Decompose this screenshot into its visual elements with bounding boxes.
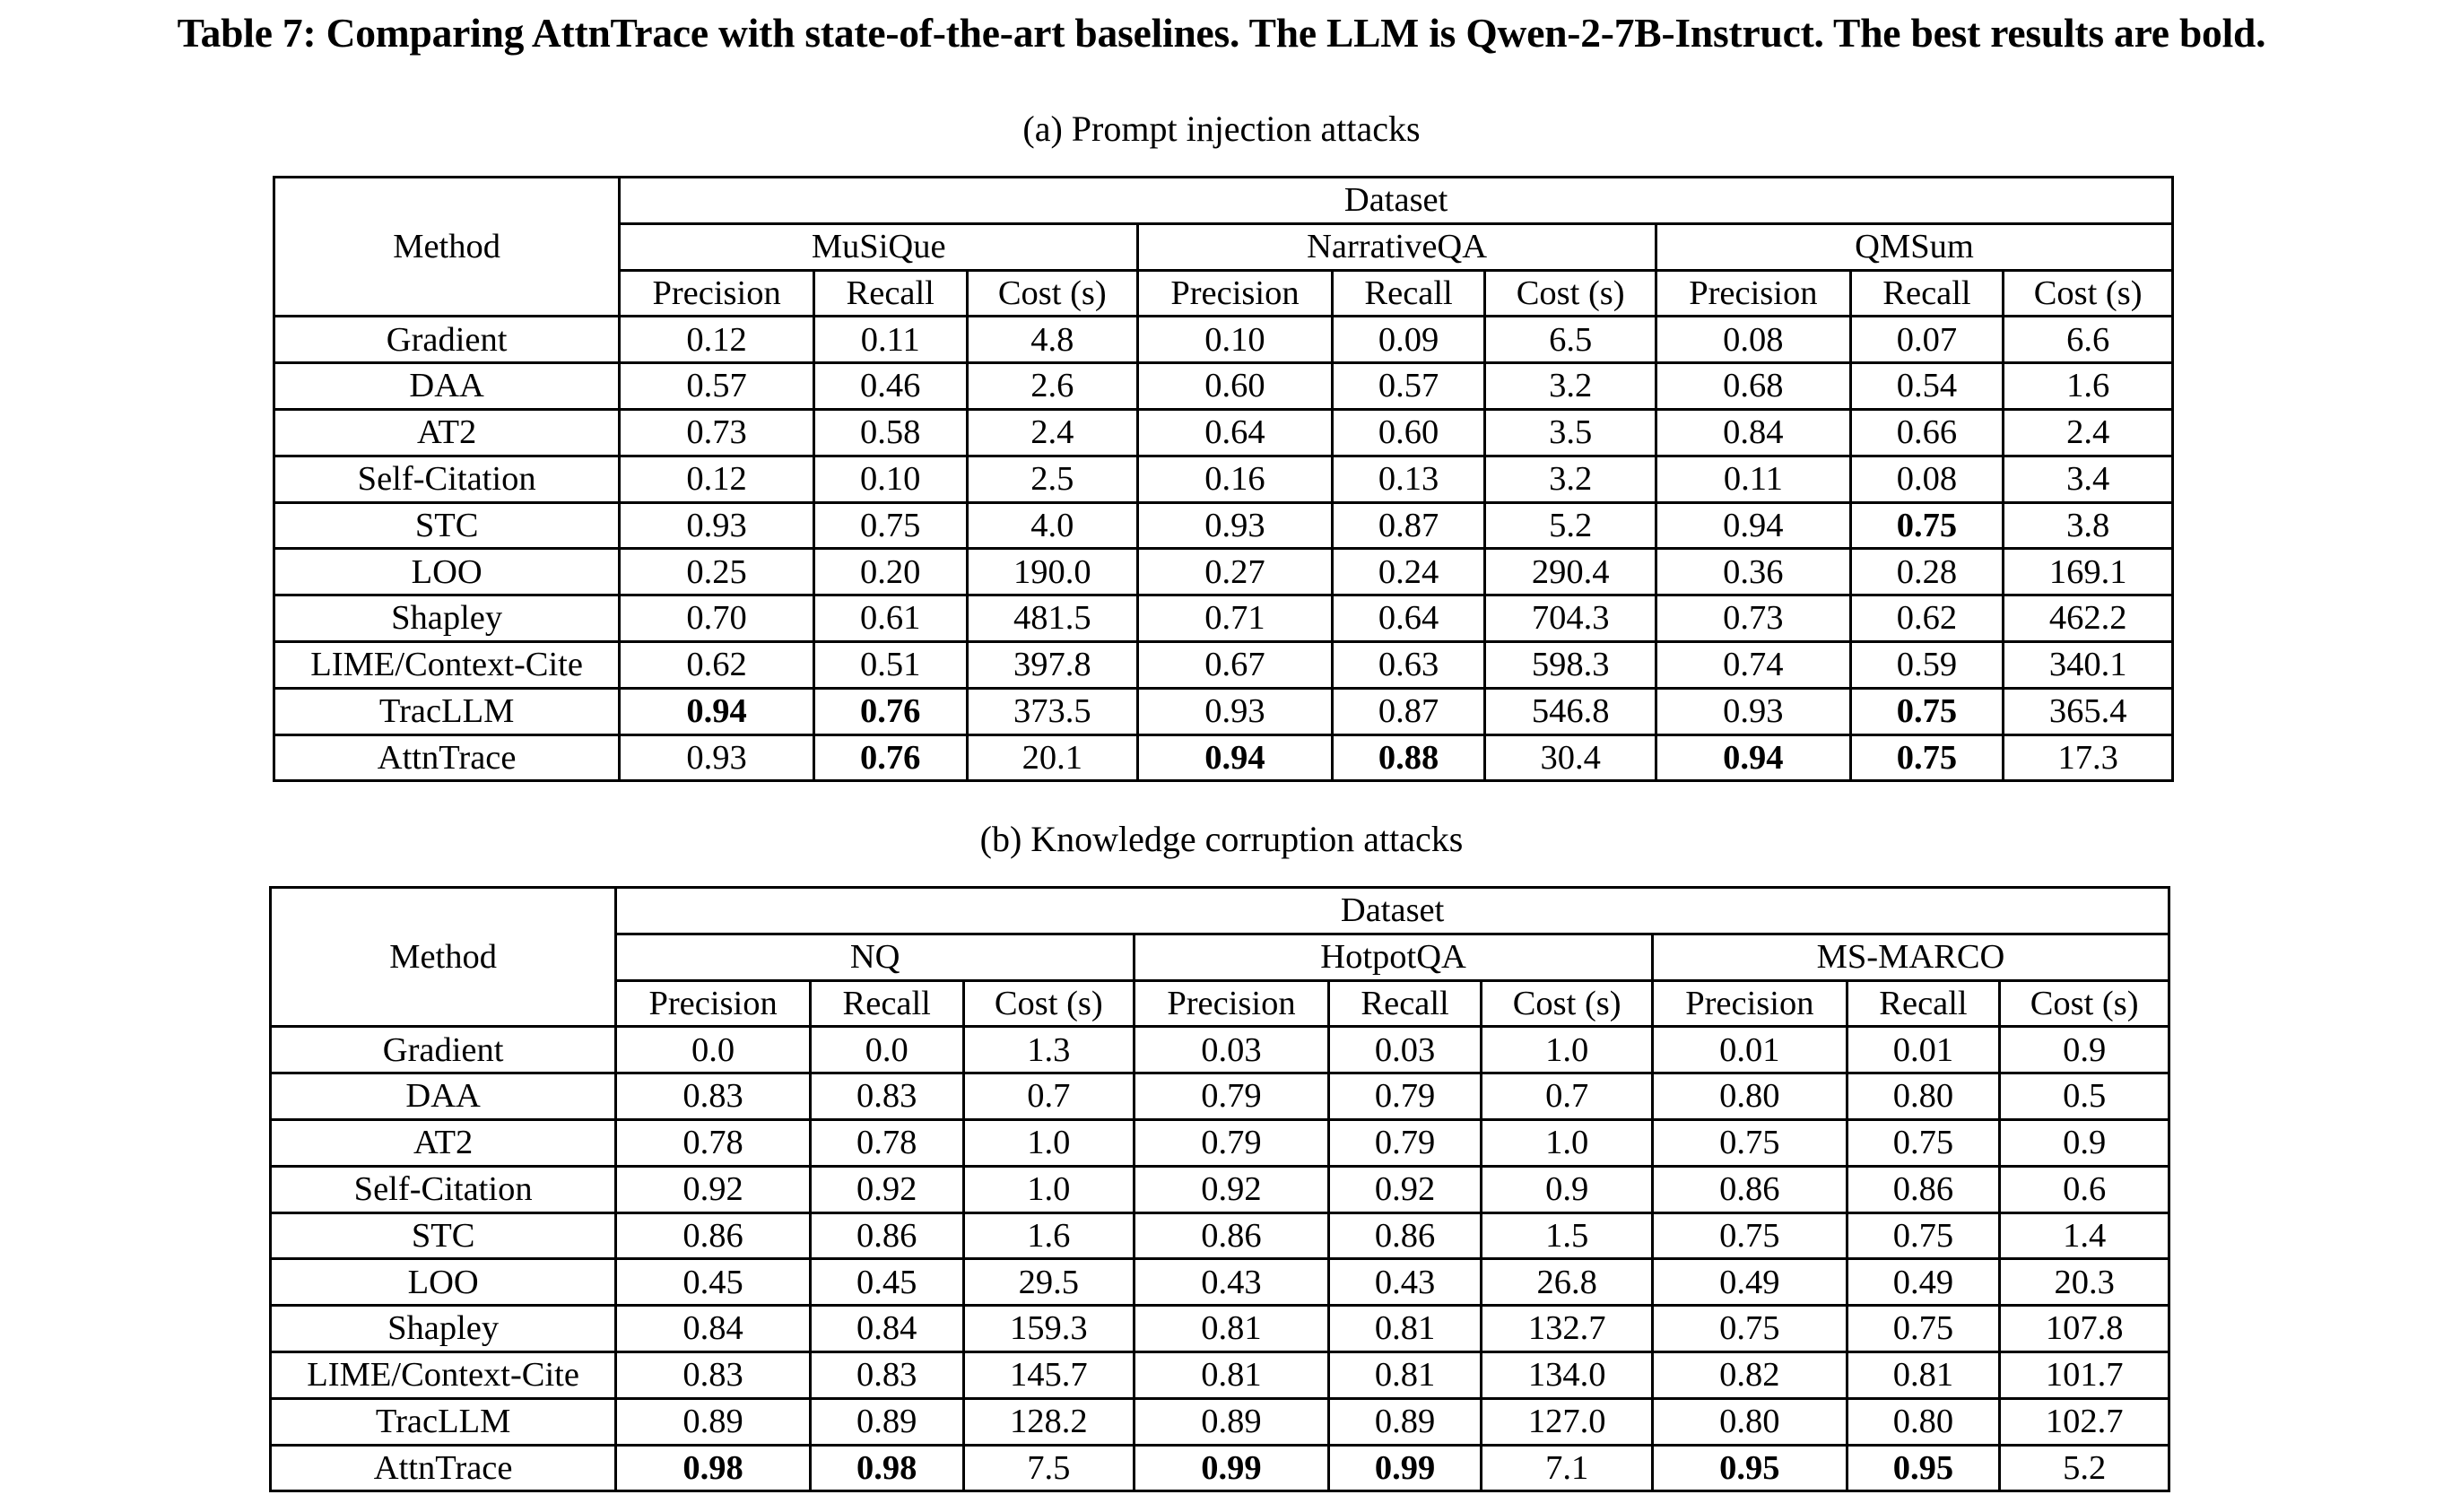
table-cell: 0.95 <box>1847 1445 2000 1491</box>
table-cell: 132.7 <box>1482 1306 1653 1352</box>
table-cell: 101.7 <box>2000 1351 2169 1398</box>
table-cell: 0.45 <box>616 1259 811 1306</box>
subcaption-knowledge-corruption: (b) Knowledge corruption attacks <box>979 819 1464 859</box>
table-cell: 0.27 <box>1138 549 1333 595</box>
table-cell: 0.67 <box>1138 641 1333 688</box>
table-row <box>274 456 2173 502</box>
table-cell: 20.1 <box>967 734 1138 781</box>
table-cell: 397.8 <box>967 641 1138 688</box>
table-row <box>274 641 2173 688</box>
table-cell: 0.94 <box>1138 734 1333 781</box>
table-cell: 0.84 <box>616 1306 811 1352</box>
table-cell: 0.83 <box>616 1351 811 1398</box>
table-cell: 128.2 <box>963 1398 1135 1445</box>
metric-header: Precision <box>1653 980 1847 1027</box>
table-cell: 0.25 <box>620 549 814 595</box>
table-cell: 2.4 <box>967 409 1138 456</box>
method-name: TracLLM <box>274 688 620 734</box>
table-cell: 0.83 <box>810 1073 963 1120</box>
table-cell: 0.08 <box>1656 317 1851 363</box>
table-cell: 0.64 <box>1332 595 1485 642</box>
dataset-name: HotpotQA <box>1135 934 1653 980</box>
table-cell: 3.8 <box>2004 502 2173 549</box>
table-cell: 0.87 <box>1332 502 1485 549</box>
table-cell: 0.36 <box>1656 549 1851 595</box>
dataset-header: Dataset <box>620 178 2173 224</box>
table-cell: 0.49 <box>1847 1259 2000 1306</box>
metric-header: Cost (s) <box>2004 270 2173 317</box>
metric-header: Precision <box>1656 270 1851 317</box>
table-cell: 0.13 <box>1332 456 1485 502</box>
table-cell: 0.74 <box>1656 641 1851 688</box>
table-cell: 0.70 <box>620 595 814 642</box>
table-caption: Table 7: Comparing AttnTrace with state-of-the-art baselines. The LLM is Qwen-2-7B-Instruct. The best results are bold. <box>177 10 2266 56</box>
table-cell: 4.0 <box>967 502 1138 549</box>
table-cell: 0.9 <box>2000 1119 2169 1166</box>
table-cell: 0.94 <box>1656 502 1851 549</box>
table-cell: 0.75 <box>813 502 967 549</box>
header-row-dataset <box>271 888 2169 934</box>
table-cell: 0.84 <box>1656 409 1851 456</box>
table-cell: 107.8 <box>2000 1306 2169 1352</box>
method-name: STC <box>271 1212 616 1259</box>
dataset-header: Dataset <box>616 888 2169 934</box>
table-cell: 0.12 <box>620 317 814 363</box>
dataset-name: MuSiQue <box>620 223 1138 270</box>
table-cell: 0.93 <box>1656 688 1851 734</box>
method-name: Shapley <box>271 1306 616 1352</box>
subcaption-prompt-injection: (a) Prompt injection attacks <box>1022 109 1421 149</box>
table-row <box>271 1398 2169 1445</box>
table-cell: 0.92 <box>1135 1166 1329 1212</box>
table-cell: 3.5 <box>1485 409 1656 456</box>
table-row <box>271 1351 2169 1398</box>
table-cell: 0.75 <box>1850 688 2004 734</box>
table-cell: 0.0 <box>810 1027 963 1073</box>
table-cell: 0.81 <box>1847 1351 2000 1398</box>
method-header: Method <box>274 178 620 317</box>
table-cell: 2.6 <box>967 363 1138 410</box>
table-cell: 0.03 <box>1135 1027 1329 1073</box>
table-cell: 1.6 <box>963 1212 1135 1259</box>
table-cell: 0.79 <box>1135 1073 1329 1120</box>
table-cell: 365.4 <box>2004 688 2173 734</box>
table-cell: 17.3 <box>2004 734 2173 781</box>
table-cell: 0.16 <box>1138 456 1333 502</box>
table-cell: 0.61 <box>813 595 967 642</box>
table-cell: 0.81 <box>1328 1351 1482 1398</box>
table-cell: 0.93 <box>620 502 814 549</box>
table-cell: 2.5 <box>967 456 1138 502</box>
method-name: LOO <box>271 1259 616 1306</box>
method-name: TracLLM <box>271 1398 616 1445</box>
table-cell: 3.4 <box>2004 456 2173 502</box>
table-cell: 0.79 <box>1328 1119 1482 1166</box>
table-cell: 134.0 <box>1482 1351 1653 1398</box>
table-cell: 0.86 <box>1135 1212 1329 1259</box>
table-cell: 0.5 <box>2000 1073 2169 1120</box>
table-cell: 0.79 <box>1328 1073 1482 1120</box>
table-cell: 0.88 <box>1332 734 1485 781</box>
table-cell: 0.01 <box>1847 1027 2000 1073</box>
table-cell: 0.94 <box>620 688 814 734</box>
metric-header: Recall <box>1328 980 1482 1027</box>
table-row <box>271 1073 2169 1120</box>
knowledge-corruption-table <box>269 886 2170 1492</box>
table-cell: 169.1 <box>2004 549 2173 595</box>
method-name: LOO <box>274 549 620 595</box>
table-cell: 2.4 <box>2004 409 2173 456</box>
table-cell: 0.57 <box>620 363 814 410</box>
table-cell: 0.07 <box>1850 317 2004 363</box>
table-cell: 0.9 <box>2000 1027 2169 1073</box>
table-cell: 0.86 <box>616 1212 811 1259</box>
table-cell: 0.10 <box>1138 317 1333 363</box>
table-cell: 0.75 <box>1847 1119 2000 1166</box>
table-cell: 0.60 <box>1138 363 1333 410</box>
table-cell: 0.60 <box>1332 409 1485 456</box>
table-cell: 0.86 <box>1328 1212 1482 1259</box>
table-cell: 6.5 <box>1485 317 1656 363</box>
table-cell: 0.45 <box>810 1259 963 1306</box>
table-row <box>274 688 2173 734</box>
table-cell: 481.5 <box>967 595 1138 642</box>
table-cell: 5.2 <box>2000 1445 2169 1491</box>
metric-header: Recall <box>1847 980 2000 1027</box>
table-row <box>274 549 2173 595</box>
table-cell: 30.4 <box>1485 734 1656 781</box>
table-row <box>271 1259 2169 1306</box>
table-row <box>274 734 2173 781</box>
metric-header: Recall <box>810 980 963 1027</box>
method-name: STC <box>274 502 620 549</box>
method-name: AT2 <box>274 409 620 456</box>
table-cell: 0.75 <box>1653 1119 1847 1166</box>
table-row <box>271 1166 2169 1212</box>
table-cell: 7.1 <box>1482 1445 1653 1491</box>
table-cell: 0.08 <box>1850 456 2004 502</box>
method-header: Method <box>271 888 616 1027</box>
table-cell: 145.7 <box>963 1351 1135 1398</box>
table-cell: 0.75 <box>1850 734 2004 781</box>
metric-header: Precision <box>616 980 811 1027</box>
method-name: DAA <box>271 1073 616 1120</box>
table-cell: 0.75 <box>1653 1212 1847 1259</box>
table-row <box>274 409 2173 456</box>
table-cell: 0.93 <box>1138 688 1333 734</box>
table-cell: 1.0 <box>963 1166 1135 1212</box>
table-cell: 0.99 <box>1135 1445 1329 1491</box>
table-cell: 102.7 <box>2000 1398 2169 1445</box>
table-cell: 0.9 <box>1482 1166 1653 1212</box>
table-cell: 0.54 <box>1850 363 2004 410</box>
table-row <box>274 502 2173 549</box>
table-cell: 0.75 <box>1850 502 2004 549</box>
table-cell: 0.62 <box>620 641 814 688</box>
metric-header: Recall <box>813 270 967 317</box>
table-cell: 0.10 <box>813 456 967 502</box>
metric-header: Precision <box>620 270 814 317</box>
table-cell: 0.94 <box>1656 734 1851 781</box>
table-row <box>274 595 2173 642</box>
table-cell: 0.01 <box>1653 1027 1847 1073</box>
metric-header: Recall <box>1332 270 1485 317</box>
table-cell: 0.57 <box>1332 363 1485 410</box>
table-cell: 0.89 <box>616 1398 811 1445</box>
table-cell: 0.79 <box>1135 1119 1329 1166</box>
table-row <box>271 1212 2169 1259</box>
table-cell: 0.11 <box>1656 456 1851 502</box>
table-cell: 0.92 <box>1328 1166 1482 1212</box>
metric-header: Cost (s) <box>1482 980 1653 1027</box>
table-cell: 0.75 <box>1847 1212 2000 1259</box>
dataset-name: NarrativeQA <box>1138 223 1656 270</box>
table-cell: 546.8 <box>1485 688 1656 734</box>
table-cell: 0.89 <box>810 1398 963 1445</box>
table-cell: 0.89 <box>1328 1398 1482 1445</box>
method-name: AT2 <box>271 1119 616 1166</box>
method-name: Shapley <box>274 595 620 642</box>
table-row <box>271 1445 2169 1491</box>
table-cell: 1.6 <box>2004 363 2173 410</box>
table-cell: 0.89 <box>1135 1398 1329 1445</box>
table-cell: 1.0 <box>1482 1027 1653 1073</box>
table-cell: 0.28 <box>1850 549 2004 595</box>
table-cell: 0.87 <box>1332 688 1485 734</box>
table-cell: 0.62 <box>1850 595 2004 642</box>
table-cell: 6.6 <box>2004 317 2173 363</box>
table-cell: 290.4 <box>1485 549 1656 595</box>
table-cell: 0.7 <box>1482 1073 1653 1120</box>
table-cell: 0.83 <box>616 1073 811 1120</box>
table-cell: 0.03 <box>1328 1027 1482 1073</box>
table-cell: 0.24 <box>1332 549 1485 595</box>
method-name: LIME/Context-Cite <box>274 641 620 688</box>
metric-header: Precision <box>1138 270 1333 317</box>
dataset-name: NQ <box>616 934 1135 980</box>
table-cell: 0.68 <box>1656 363 1851 410</box>
table-cell: 0.80 <box>1653 1398 1847 1445</box>
table-cell: 0.46 <box>813 363 967 410</box>
table-cell: 0.6 <box>2000 1166 2169 1212</box>
table-cell: 0.76 <box>813 734 967 781</box>
method-name: DAA <box>274 363 620 410</box>
table-cell: 0.84 <box>810 1306 963 1352</box>
table-cell: 1.4 <box>2000 1212 2169 1259</box>
dataset-name: MS-MARCO <box>1653 934 2169 980</box>
method-name: AttnTrace <box>274 734 620 781</box>
table-cell: 0.98 <box>616 1445 811 1491</box>
table-row <box>274 317 2173 363</box>
table-cell: 0.58 <box>813 409 967 456</box>
table-cell: 20.3 <box>2000 1259 2169 1306</box>
table-cell: 5.2 <box>1485 502 1656 549</box>
table-cell: 0.81 <box>1328 1306 1482 1352</box>
table-cell: 0.64 <box>1138 409 1333 456</box>
table-cell: 0.82 <box>1653 1351 1847 1398</box>
table-cell: 704.3 <box>1485 595 1656 642</box>
metric-header: Cost (s) <box>2000 980 2169 1027</box>
table-row <box>271 1027 2169 1073</box>
table-cell: 0.80 <box>1847 1398 2000 1445</box>
table-cell: 0.98 <box>810 1445 963 1491</box>
table-cell: 0.71 <box>1138 595 1333 642</box>
table-cell: 0.83 <box>810 1351 963 1398</box>
table-cell: 340.1 <box>2004 641 2173 688</box>
method-name: Gradient <box>271 1027 616 1073</box>
metric-header: Recall <box>1850 270 2004 317</box>
method-name: AttnTrace <box>271 1445 616 1491</box>
table-cell: 1.0 <box>1482 1119 1653 1166</box>
table-cell: 0.78 <box>616 1119 811 1166</box>
table-cell: 0.20 <box>813 549 967 595</box>
table-cell: 4.8 <box>967 317 1138 363</box>
table-cell: 1.0 <box>963 1119 1135 1166</box>
table-cell: 598.3 <box>1485 641 1656 688</box>
table-cell: 0.09 <box>1332 317 1485 363</box>
metric-header: Cost (s) <box>963 980 1135 1027</box>
table-cell: 159.3 <box>963 1306 1135 1352</box>
table-cell: 0.76 <box>813 688 967 734</box>
dataset-name: QMSum <box>1656 223 2173 270</box>
table-cell: 0.43 <box>1328 1259 1482 1306</box>
table-cell: 0.80 <box>1653 1073 1847 1120</box>
table-cell: 0.81 <box>1135 1351 1329 1398</box>
table-cell: 0.73 <box>620 409 814 456</box>
table-cell: 0.86 <box>1847 1166 2000 1212</box>
table-cell: 0.81 <box>1135 1306 1329 1352</box>
table-cell: 1.5 <box>1482 1212 1653 1259</box>
table-cell: 3.2 <box>1485 363 1656 410</box>
table-cell: 0.63 <box>1332 641 1485 688</box>
table-cell: 0.75 <box>1847 1306 2000 1352</box>
table-cell: 0.92 <box>616 1166 811 1212</box>
table-cell: 0.78 <box>810 1119 963 1166</box>
table-cell: 0.0 <box>616 1027 811 1073</box>
table-cell: 29.5 <box>963 1259 1135 1306</box>
table-cell: 0.86 <box>1653 1166 1847 1212</box>
method-name: Gradient <box>274 317 620 363</box>
table-cell: 3.2 <box>1485 456 1656 502</box>
table-cell: 0.43 <box>1135 1259 1329 1306</box>
table-cell: 26.8 <box>1482 1259 1653 1306</box>
table-cell: 0.75 <box>1653 1306 1847 1352</box>
table-cell: 0.93 <box>1138 502 1333 549</box>
metric-header: Cost (s) <box>1485 270 1656 317</box>
table-row <box>271 1119 2169 1166</box>
table-cell: 0.73 <box>1656 595 1851 642</box>
method-name: Self-Citation <box>271 1166 616 1212</box>
metric-header: Precision <box>1135 980 1329 1027</box>
table-row <box>274 363 2173 410</box>
table-cell: 127.0 <box>1482 1398 1653 1445</box>
table-cell: 0.95 <box>1653 1445 1847 1491</box>
table-cell: 0.12 <box>620 456 814 502</box>
table-cell: 0.7 <box>963 1073 1135 1120</box>
metric-header: Cost (s) <box>967 270 1138 317</box>
method-name: LIME/Context-Cite <box>271 1351 616 1398</box>
table-cell: 0.49 <box>1653 1259 1847 1306</box>
table-cell: 0.80 <box>1847 1073 2000 1120</box>
table-cell: 0.93 <box>620 734 814 781</box>
table-cell: 0.11 <box>813 317 967 363</box>
table-row <box>271 1306 2169 1352</box>
table-cell: 0.59 <box>1850 641 2004 688</box>
table-cell: 190.0 <box>967 549 1138 595</box>
table-cell: 0.66 <box>1850 409 2004 456</box>
prompt-injection-table <box>273 176 2174 782</box>
table-cell: 0.99 <box>1328 1445 1482 1491</box>
method-name: Self-Citation <box>274 456 620 502</box>
header-row-dataset <box>274 178 2173 224</box>
table-cell: 0.51 <box>813 641 967 688</box>
table-cell: 7.5 <box>963 1445 1135 1491</box>
table-cell: 462.2 <box>2004 595 2173 642</box>
table-cell: 373.5 <box>967 688 1138 734</box>
table-cell: 1.3 <box>963 1027 1135 1073</box>
table-cell: 0.86 <box>810 1212 963 1259</box>
table-cell: 0.92 <box>810 1166 963 1212</box>
